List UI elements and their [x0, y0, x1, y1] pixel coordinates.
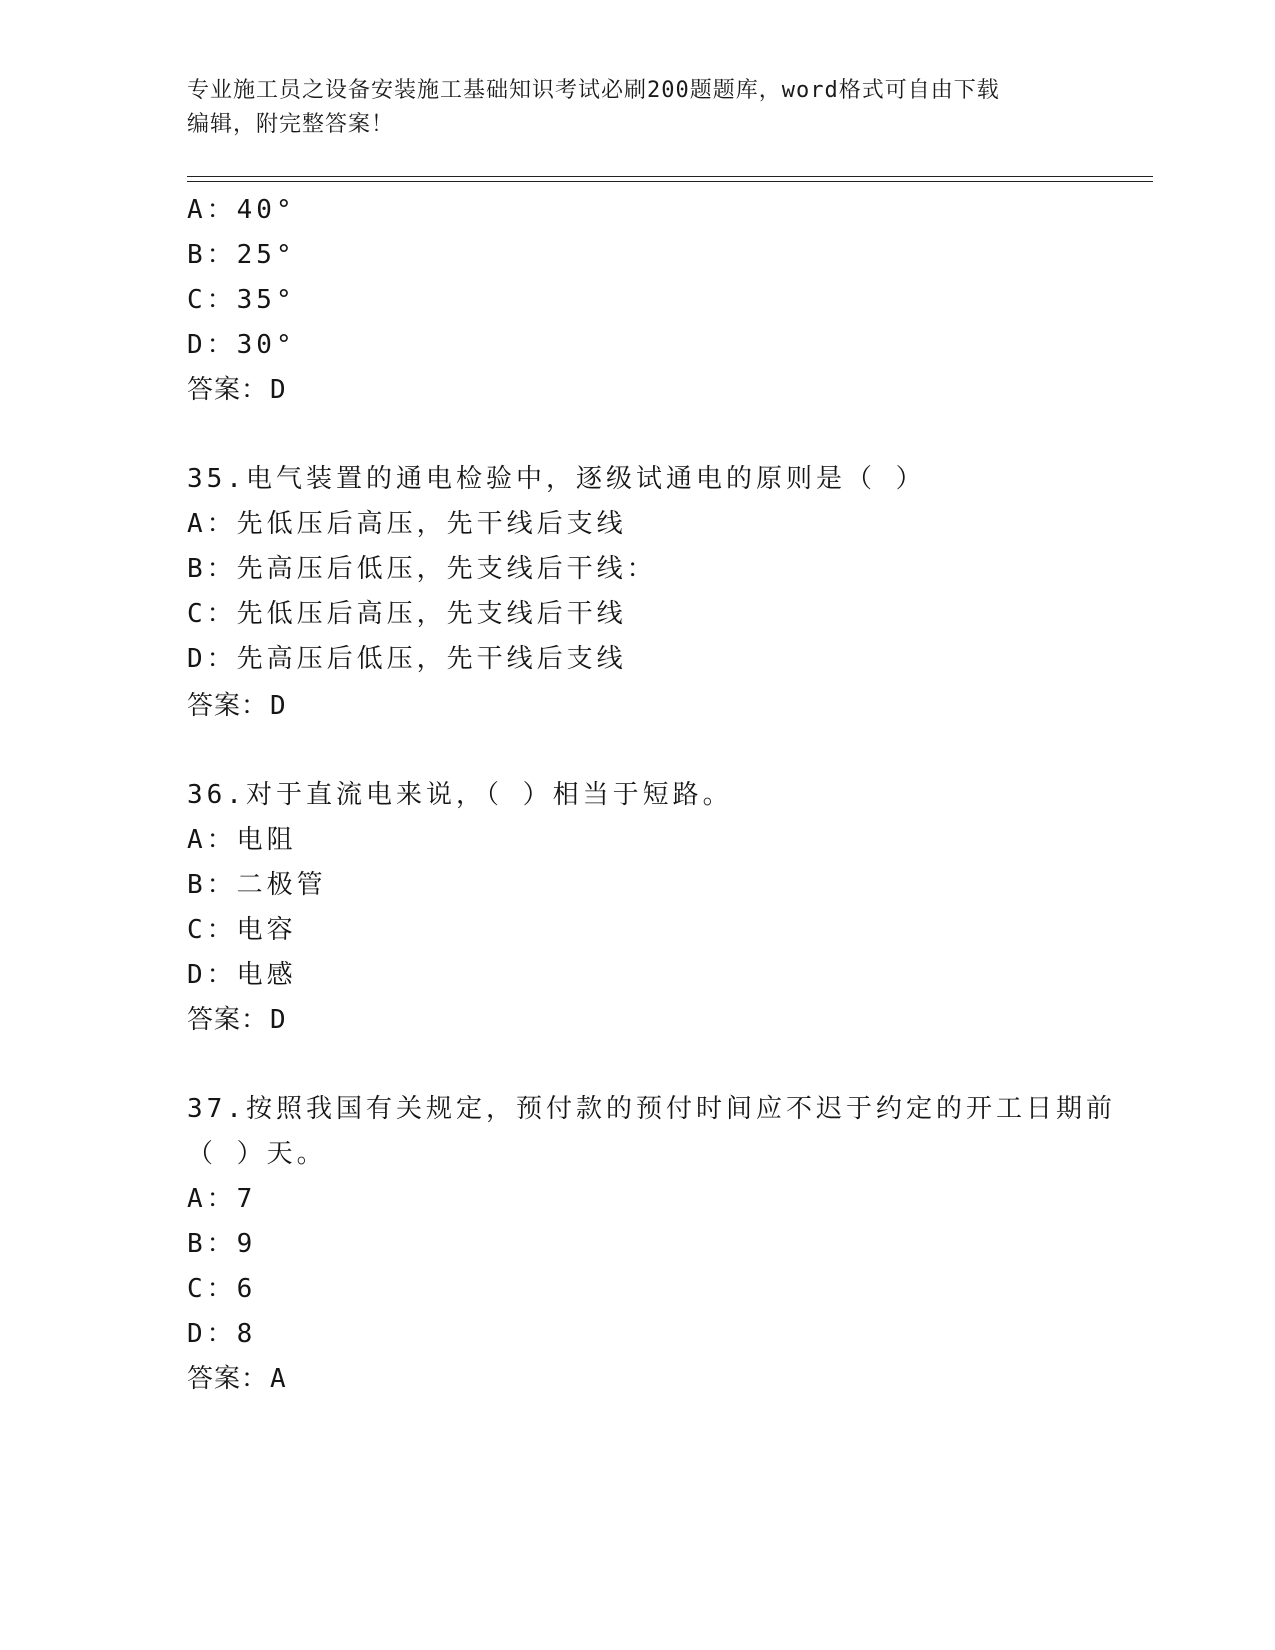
q34-option-a: A：40° — [187, 195, 296, 225]
q35-stem: 35.电气装置的通电检验中，逐级试通电的原则是（ ） — [187, 464, 926, 494]
q37-stem-line-2: （ ）天。 — [187, 1139, 327, 1169]
q34-answer — [187, 374, 287, 406]
answer-label: 答案： — [187, 1005, 269, 1035]
q36-option-b: B：二极管 — [187, 870, 327, 900]
q36-answer — [187, 1004, 287, 1036]
q35-option-b: B：先高压后低压，先支线后干线： — [187, 554, 657, 584]
q37-answer — [187, 1363, 287, 1395]
document-header — [187, 74, 1067, 142]
q37-option-d: D：8 — [187, 1319, 257, 1349]
q36-stem: 36.对于直流电来说，（ ）相当于短路。 — [187, 780, 733, 810]
answer-value: D — [270, 375, 287, 405]
answer-value: A — [270, 1364, 287, 1394]
q34-option-b: B：25° — [187, 240, 296, 270]
q37-option-b: B：9 — [187, 1229, 257, 1259]
q35-option-a: A：先低压后高压，先干线后支线 — [187, 509, 627, 539]
q34-option-c: C：35° — [187, 285, 296, 315]
answer-label: 答案： — [187, 375, 269, 405]
header-line-2: 编辑，附完整答案！ — [187, 112, 395, 137]
answer-value: D — [270, 1005, 287, 1035]
q37-option-a: A：7 — [187, 1184, 257, 1214]
q36-option-c: C：电容 — [187, 915, 297, 945]
q35-option-d: D：先高压后低压，先干线后支线 — [187, 644, 627, 674]
header-divider-top — [187, 176, 1153, 177]
header-divider-bottom — [187, 181, 1153, 182]
answer-label: 答案： — [187, 1364, 269, 1394]
answer-label: 答案： — [187, 691, 269, 721]
q37-option-c: C：6 — [187, 1274, 257, 1304]
q36-option-d: D：电感 — [187, 960, 297, 990]
header-line-1: 专业施工员之设备安装施工基础知识考试必刷200题题库，word格式可自由下载 — [187, 78, 1000, 103]
q35-option-c: C：先低压后高压，先支线后干线 — [187, 599, 627, 629]
answer-value: D — [270, 691, 287, 721]
q35-answer — [187, 690, 287, 722]
q37-stem-line-1: 37.按照我国有关规定，预付款的预付时间应不迟于约定的开工日期前 — [187, 1094, 1116, 1124]
q34-option-d: D：30° — [187, 330, 296, 360]
q36-option-a: A：电阻 — [187, 825, 297, 855]
